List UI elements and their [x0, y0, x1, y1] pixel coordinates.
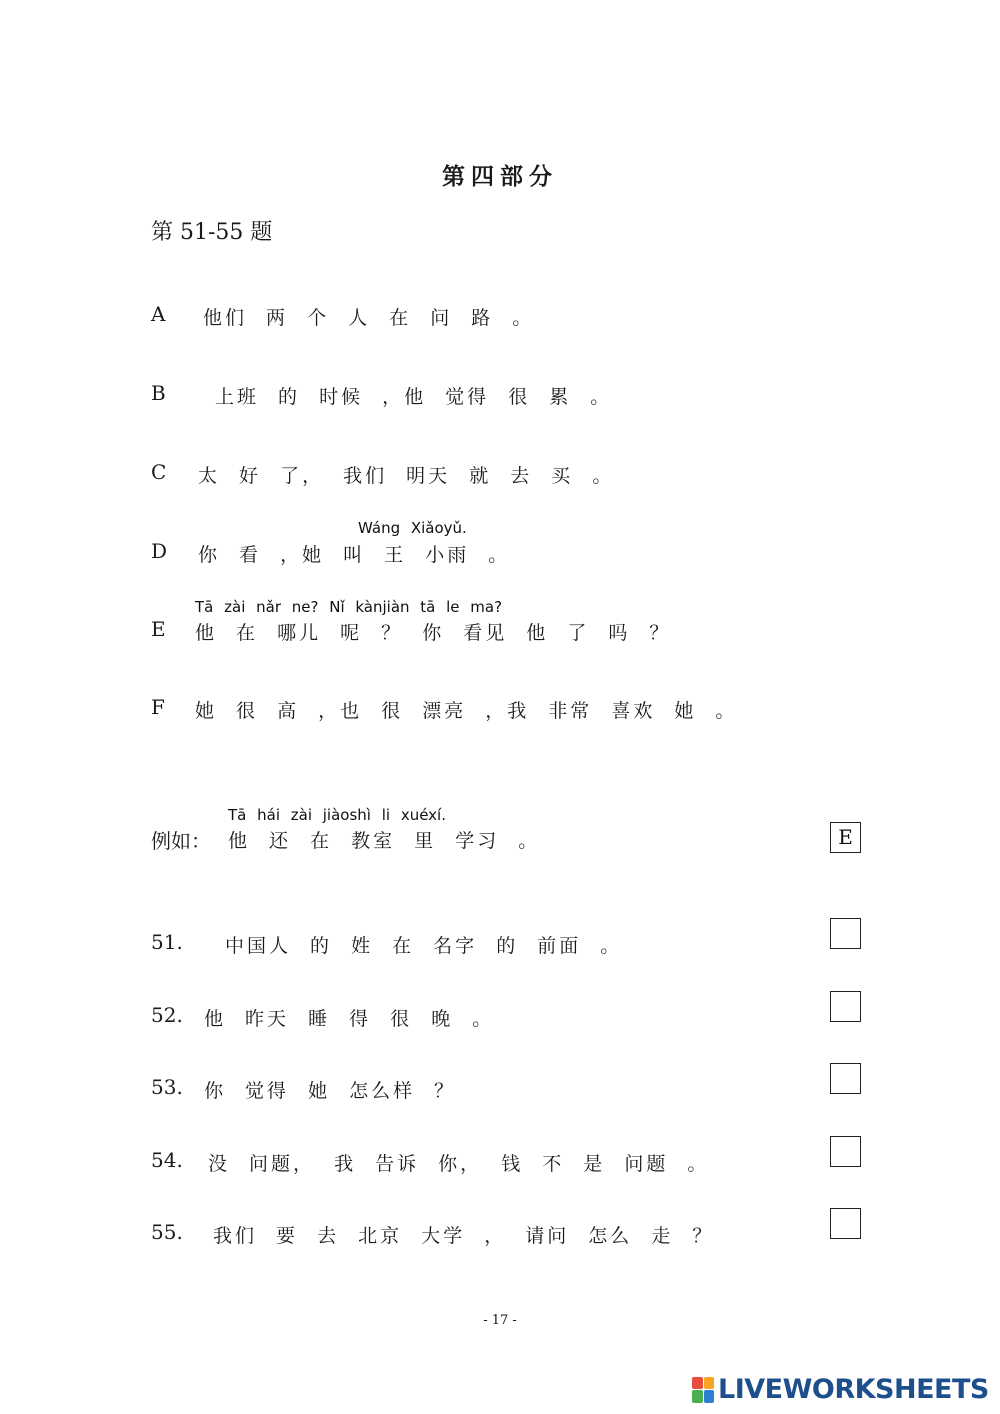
question-number: 55.: [151, 1220, 183, 1244]
question-sentence: 中国人 的 姓 在 名字 的 前面 。: [225, 935, 623, 957]
question-range: 第 51-55 题: [151, 220, 273, 245]
question-number: 52.: [151, 1003, 183, 1027]
option-sentence: 他 在 哪儿 呢 ？ 你 看见 他 了 吗 ？: [195, 622, 672, 644]
option-letter: E: [151, 617, 166, 641]
option-sentence: 太 好 了， 我们 明天 就 去 买 。: [198, 465, 615, 487]
example-label: 例如：: [151, 829, 211, 853]
option-letter: C: [151, 460, 167, 484]
liveworksheets-logo-icon: [692, 1377, 714, 1403]
answer-input-52[interactable]: [830, 991, 861, 1022]
answer-input-51[interactable]: [830, 918, 861, 949]
question-sentence: 你 觉得 她 怎么样 ？: [204, 1080, 457, 1102]
brand-name: LIVEWORKSHEETS: [718, 1374, 989, 1405]
page-number: - 17 -: [483, 1313, 517, 1328]
question-number: 54.: [151, 1148, 183, 1172]
example-sentence: 他 还 在 教室 里 学习 。: [228, 830, 541, 852]
question-sentence: 没 问题， 我 告诉 你， 钱 不 是 问题 。: [208, 1153, 710, 1175]
option-pinyin: Wáng Xiǎoyǔ.: [358, 519, 467, 537]
liveworksheets-logo[interactable]: [692, 1374, 989, 1405]
answer-input-53[interactable]: [830, 1063, 861, 1094]
option-pinyin: Tā zài nǎr ne? Nǐ kànjiàn tā le ma?: [195, 598, 503, 616]
option-letter: D: [151, 539, 168, 563]
question-sentence: 他 昨天 睡 得 很 晚 。: [204, 1008, 495, 1030]
option-sentence: 你 看 ，她 叫 王 小雨 。: [198, 544, 511, 566]
question-sentence: 我们 要 去 北京 大学 ， 请问 怎么 走 ？: [213, 1225, 715, 1247]
example-pinyin: Tā hái zài jiàoshì li xuéxí.: [228, 806, 446, 824]
option-sentence: 她 很 高 ，也 很 漂亮 ，我 非常 喜欢 她 。: [195, 700, 738, 722]
question-number: 51.: [151, 930, 183, 954]
option-sentence: 上班 的 时候 ，他 觉得 很 累 。: [215, 386, 613, 408]
question-number: 53.: [151, 1075, 183, 1099]
section-title: 第四部分: [442, 163, 558, 190]
answer-input-54[interactable]: [830, 1136, 861, 1167]
answer-input-55[interactable]: [830, 1208, 861, 1239]
example-answer-box: E: [830, 822, 861, 853]
option-letter: B: [151, 381, 166, 405]
option-sentence: 他们 两 个 人 在 问 路 。: [203, 307, 535, 329]
option-letter: A: [151, 302, 166, 326]
option-letter: F: [151, 695, 165, 719]
